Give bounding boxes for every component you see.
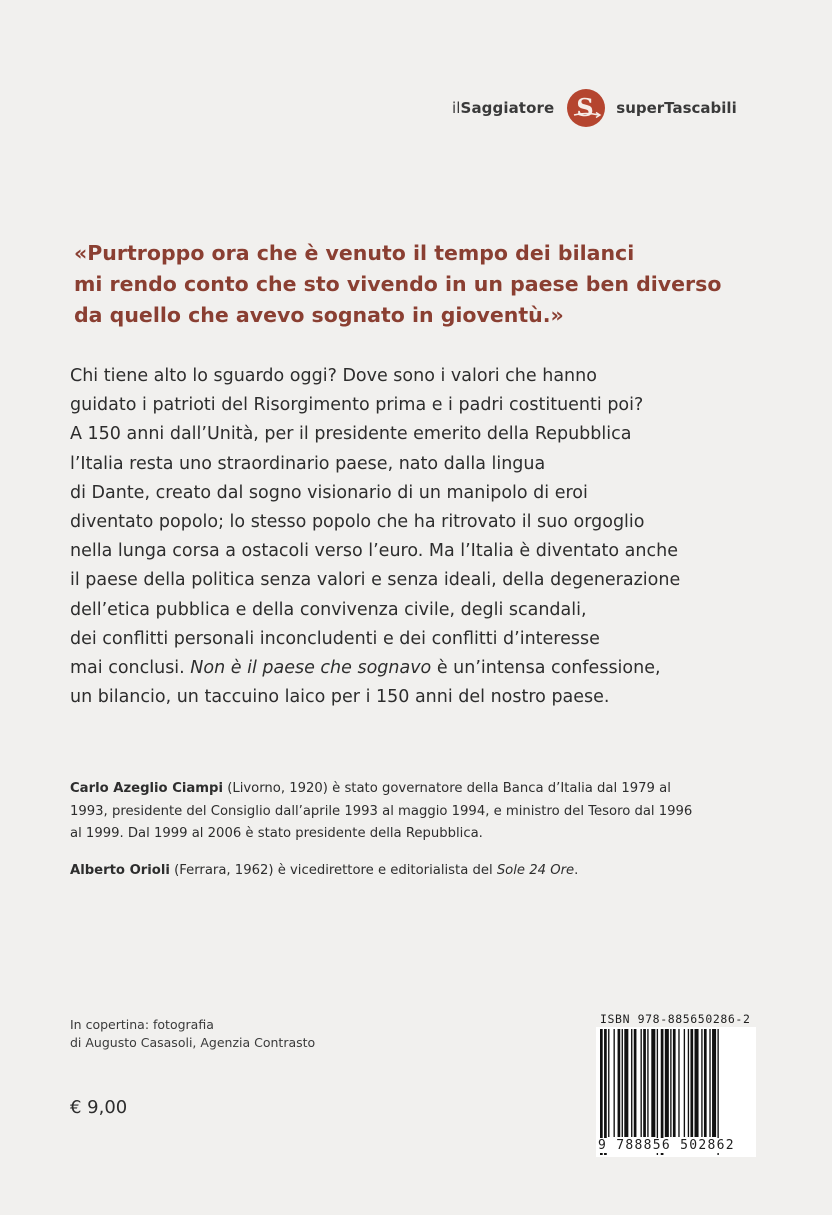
blurb-line: mai conclusi. Non è il paese che sognavo è un’intensa confessione, [70,658,661,679]
barcode-bar [695,1029,699,1137]
blurb-line: guidato i patrioti del Risorgimento prima e i padri costituenti poi? [70,395,644,416]
isbn-label: ISBN 978-885650286-2 [600,1012,751,1026]
blurb-line: il paese della politica senza valori e senza ideali, della degenerazione [70,570,681,591]
blurb-line: dell’etica pubblica e della convivenza civile, degli scandali, [70,599,587,620]
author-bio-ciampi: Carlo Azeglio Ciampi (Livorno, 1920) è stato governatore della Banca d’Italia dal 1979 al 1993, presidente del Consiglio dall’aprile 1993 al maggio 1994, e ministro del Tesoro dal 1996 al 1999. Dal 1999 al 2006 è stato presidente della Repubblica. [70,781,693,841]
blurb-line: Chi tiene alto lo sguardo oggi? Dove sono i valori che hanno [70,366,597,386]
blurb-line: di Dante, creato dal sogno visionario di un manipolo di eroi [70,482,588,503]
svg-text:S: S [576,93,594,122]
barcode-bar [651,1029,655,1137]
barcode-bar [614,1029,615,1137]
barcode-bar [673,1029,676,1137]
barcode-bar [684,1029,685,1137]
barcode-bar [657,1029,658,1155]
barcode-bar [641,1029,642,1137]
barcode-bar [665,1029,669,1137]
barcode-bar [600,1029,603,1155]
publisher-name: ilSaggiatore [452,99,555,117]
barcode-bar [704,1029,707,1137]
barcode-bar [624,1029,628,1137]
barcode-bar [717,1029,718,1155]
barcode-bar [688,1029,689,1137]
barcode-bar [670,1029,671,1137]
cover-credit: In copertina: fotografia di Augusto Casasoli, Agenzia Contrasto [70,1017,316,1050]
barcode-bar [618,1029,621,1137]
barcode-bar [622,1029,623,1137]
quote-line: da quello che avevo sognato in gioventù.» [74,303,564,327]
barcode-bar [608,1029,609,1137]
publisher-brand [452,88,737,128]
barcode-bar [678,1029,679,1137]
barcode-bar [631,1029,632,1137]
barcode-bar [661,1029,664,1155]
barcode-bar [690,1029,693,1137]
blurb-line: nella lunga corsa a ostacoli verso l’euro. Ma l’Italia è diventato anche [70,541,678,562]
blurb-line: A 150 anni dall’Unità, per il presidente emerito della Repubblica [70,424,632,445]
newspaper-name: Sole 24 Ore [496,863,575,878]
quote-line: «Purtroppo ora che è venuto il tempo dei bilanci [74,241,635,265]
price: € 9,00 [70,1097,128,1118]
blurb-line: dei conflitti personali inconcludenti e dei conflitti d’interesse [70,628,600,649]
blurb-line: diventato popolo; lo stesso popolo che ha ritrovato il suo orgoglio [70,512,645,533]
blurb-line: l’Italia resta uno straordinario paese, nato dalla lingua [70,453,546,474]
barcode-bar [709,1029,710,1137]
book-blurb [70,362,810,712]
barcode-bar [634,1029,637,1137]
series-name: superTascabili [616,99,737,117]
author-bio-orioli: Alberto Orioli (Ferrara, 1962) è vicedirettore e editorialista del Sole 24 Ore. [70,863,579,878]
barcode-bar [701,1029,702,1137]
barcode-bar [604,1029,607,1155]
barcode-bar [643,1029,646,1137]
barcode-bar [712,1029,716,1137]
pull-quote [74,238,794,331]
quote-line: mi rendo conto che sto vivendo in un paese ben diverso [74,272,722,296]
saggiatore-logo-icon [566,88,606,128]
author-name: Carlo Azeglio Ciampi [70,781,224,796]
book-title: Non è il paese che sognavo [190,658,432,679]
ean-digits: 9 788856 502862 [598,1138,754,1153]
barcode-bar [647,1029,648,1137]
blurb-line: un bilancio, un taccuino laico per i 150 anni del nostro paese. [70,687,610,708]
author-name: Alberto Orioli [70,863,170,878]
